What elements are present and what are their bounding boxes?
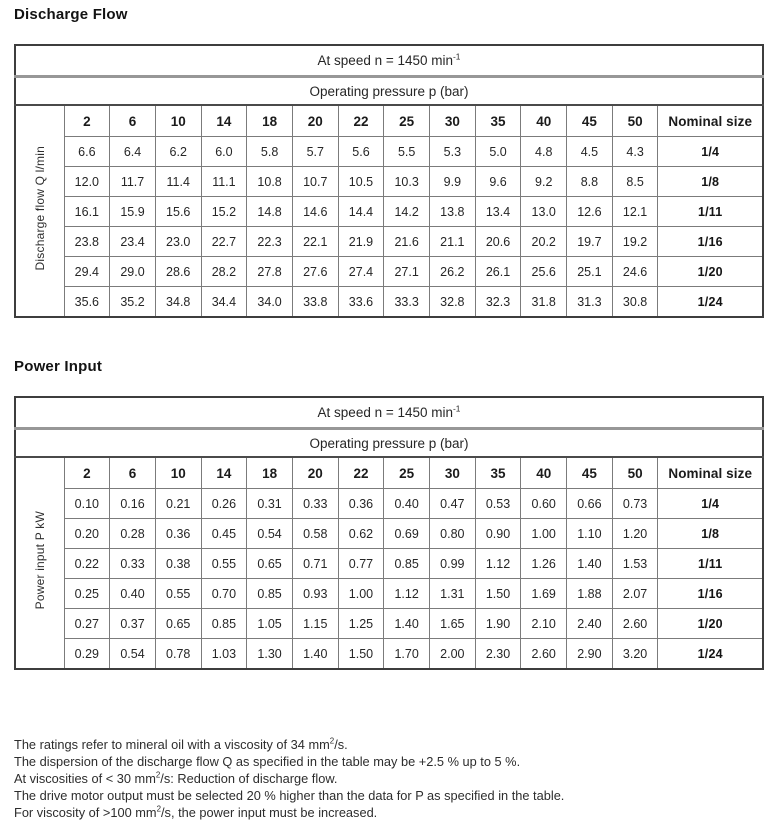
value-cell: 21.6 <box>384 227 430 257</box>
nominal-size-cell: 1/16 <box>658 227 763 257</box>
value-cell: 26.2 <box>430 257 476 287</box>
pressure-col-header: 30 <box>430 105 476 137</box>
pressure-col-header: 20 <box>292 105 338 137</box>
column-header-row <box>15 457 763 489</box>
value-cell: 1.53 <box>612 549 658 579</box>
value-cell: 2.00 <box>430 639 476 670</box>
speed-header-text: At speed n = 1450 min <box>317 405 454 420</box>
value-cell: 8.5 <box>612 167 658 197</box>
value-cell: 13.8 <box>430 197 476 227</box>
discharge-flow-table <box>14 44 764 318</box>
value-cell: 28.2 <box>201 257 247 287</box>
value-cell: 29.4 <box>64 257 110 287</box>
value-cell: 1.05 <box>247 609 293 639</box>
value-cell: 16.1 <box>64 197 110 227</box>
section-title-power-input: Power Input <box>14 358 103 375</box>
value-cell: 0.20 <box>64 519 110 549</box>
pressure-col-header: 50 <box>612 105 658 137</box>
value-cell: 5.8 <box>247 137 293 167</box>
value-cell: 1.40 <box>384 609 430 639</box>
value-cell: 14.6 <box>292 197 338 227</box>
value-cell: 1.50 <box>338 639 384 670</box>
speed-exponent: -1 <box>453 51 461 62</box>
value-cell: 35.2 <box>110 287 156 318</box>
value-cell: 1.25 <box>338 609 384 639</box>
table-row <box>15 197 763 227</box>
value-cell: 0.25 <box>64 579 110 609</box>
value-cell: 29.0 <box>110 257 156 287</box>
value-cell: 5.5 <box>384 137 430 167</box>
value-cell: 28.6 <box>155 257 201 287</box>
nominal-size-cell: 1/20 <box>658 609 763 639</box>
value-cell: 0.55 <box>201 549 247 579</box>
pressure-col-header: 14 <box>201 105 247 137</box>
speed-header-row <box>15 45 763 77</box>
superscript: 2 <box>156 804 161 814</box>
speed-header-text: At speed n = 1450 min <box>317 53 454 68</box>
footnote-line <box>14 753 776 770</box>
value-cell: 9.2 <box>521 167 567 197</box>
pressure-col-header: 14 <box>201 457 247 489</box>
value-cell: 12.1 <box>612 197 658 227</box>
value-cell: 14.2 <box>384 197 430 227</box>
value-cell: 32.8 <box>430 287 476 318</box>
value-cell: 0.40 <box>384 489 430 519</box>
value-cell: 12.6 <box>567 197 613 227</box>
value-cell: 0.45 <box>201 519 247 549</box>
value-cell: 0.54 <box>247 519 293 549</box>
pressure-col-header: 22 <box>338 105 384 137</box>
value-cell: 2.07 <box>612 579 658 609</box>
table-row <box>15 167 763 197</box>
pressure-col-header: 25 <box>384 105 430 137</box>
value-cell: 2.30 <box>475 639 521 670</box>
value-cell: 1.26 <box>521 549 567 579</box>
value-cell: 14.8 <box>247 197 293 227</box>
nominal-size-cell: 1/20 <box>658 257 763 287</box>
value-cell: 1.31 <box>430 579 476 609</box>
value-cell: 0.66 <box>567 489 613 519</box>
pressure-col-header: 18 <box>247 457 293 489</box>
nominal-size-cell: 1/4 <box>658 137 763 167</box>
footnote-text: The ratings refer to mineral oil with a viscosity of 34 mm <box>14 737 330 752</box>
value-cell: 0.85 <box>201 609 247 639</box>
pressure-col-header: 6 <box>110 457 156 489</box>
pressure-col-header: 2 <box>64 457 110 489</box>
value-cell: 0.10 <box>64 489 110 519</box>
speed-exponent: -1 <box>453 403 461 414</box>
value-cell: 23.8 <box>64 227 110 257</box>
pressure-col-header: 20 <box>292 457 338 489</box>
value-cell: 2.90 <box>567 639 613 670</box>
side-label: Discharge flow Q l/min <box>32 146 47 271</box>
value-cell: 0.78 <box>155 639 201 670</box>
value-cell: 33.3 <box>384 287 430 318</box>
value-cell: 6.2 <box>155 137 201 167</box>
value-cell: 8.8 <box>567 167 613 197</box>
value-cell: 27.8 <box>247 257 293 287</box>
superscript: 2 <box>329 736 335 746</box>
table-row <box>15 287 763 318</box>
value-cell: 21.9 <box>338 227 384 257</box>
value-cell: 0.58 <box>292 519 338 549</box>
pressure-col-header: 35 <box>475 457 521 489</box>
value-cell: 0.21 <box>155 489 201 519</box>
value-cell: 2.10 <box>521 609 567 639</box>
value-cell: 13.0 <box>521 197 567 227</box>
value-cell: 0.90 <box>475 519 521 549</box>
value-cell: 5.6 <box>338 137 384 167</box>
value-cell: 1.30 <box>247 639 293 670</box>
value-cell: 4.5 <box>567 137 613 167</box>
value-cell: 9.9 <box>430 167 476 197</box>
side-label-cell <box>15 105 64 317</box>
value-cell: 5.3 <box>430 137 476 167</box>
power-input-table <box>14 396 764 670</box>
value-cell: 1.00 <box>338 579 384 609</box>
value-cell: 0.80 <box>430 519 476 549</box>
speed-header-cell <box>15 45 763 77</box>
value-cell: 1.65 <box>430 609 476 639</box>
value-cell: 0.77 <box>338 549 384 579</box>
nominal-size-header: Nominal size <box>658 457 763 489</box>
nominal-size-cell: 1/24 <box>658 639 763 670</box>
value-cell: 23.0 <box>155 227 201 257</box>
value-cell: 11.1 <box>201 167 247 197</box>
value-cell: 1.00 <box>521 519 567 549</box>
footnote-text: /s: Reduction of discharge flow. <box>160 771 338 786</box>
value-cell: 1.12 <box>384 579 430 609</box>
footnote-line <box>14 787 776 804</box>
value-cell: 10.7 <box>292 167 338 197</box>
nominal-size-cell: 1/8 <box>658 167 763 197</box>
footnote-text: /s. <box>334 737 348 752</box>
value-cell: 25.1 <box>567 257 613 287</box>
value-cell: 19.7 <box>567 227 613 257</box>
speed-header-cell <box>15 397 763 429</box>
value-cell: 22.1 <box>292 227 338 257</box>
value-cell: 20.6 <box>475 227 521 257</box>
pressure-col-header: 45 <box>567 457 613 489</box>
value-cell: 0.27 <box>64 609 110 639</box>
pressure-col-header: 35 <box>475 105 521 137</box>
value-cell: 2.60 <box>521 639 567 670</box>
value-cell: 27.1 <box>384 257 430 287</box>
footnote-line <box>14 736 776 753</box>
value-cell: 0.69 <box>384 519 430 549</box>
pressure-col-header: 45 <box>567 105 613 137</box>
value-cell: 0.99 <box>430 549 476 579</box>
value-cell: 0.55 <box>155 579 201 609</box>
pressure-col-header: 22 <box>338 457 384 489</box>
value-cell: 22.3 <box>247 227 293 257</box>
value-cell: 24.6 <box>612 257 658 287</box>
pressure-col-header: 18 <box>247 105 293 137</box>
pressure-col-header: 6 <box>110 105 156 137</box>
value-cell: 0.31 <box>247 489 293 519</box>
value-cell: 0.53 <box>475 489 521 519</box>
value-cell: 0.60 <box>521 489 567 519</box>
column-header-row <box>15 105 763 137</box>
pressure-col-header: 2 <box>64 105 110 137</box>
pressure-col-header: 50 <box>612 457 658 489</box>
value-cell: 0.38 <box>155 549 201 579</box>
value-cell: 0.36 <box>155 519 201 549</box>
table-row <box>15 489 763 519</box>
power-input-section <box>14 359 762 670</box>
value-cell: 6.0 <box>201 137 247 167</box>
value-cell: 11.4 <box>155 167 201 197</box>
value-cell: 1.40 <box>567 549 613 579</box>
value-cell: 12.0 <box>64 167 110 197</box>
value-cell: 1.50 <box>475 579 521 609</box>
value-cell: 0.33 <box>292 489 338 519</box>
value-cell: 0.26 <box>201 489 247 519</box>
value-cell: 2.40 <box>567 609 613 639</box>
nominal-size-cell: 1/24 <box>658 287 763 318</box>
value-cell: 14.4 <box>338 197 384 227</box>
value-cell: 33.6 <box>338 287 384 318</box>
value-cell: 1.69 <box>521 579 567 609</box>
value-cell: 1.88 <box>567 579 613 609</box>
value-cell: 0.85 <box>247 579 293 609</box>
superscript: 2 <box>155 770 161 780</box>
pressure-col-header: 10 <box>155 457 201 489</box>
pressure-header-cell: Operating pressure p (bar) <box>15 429 763 458</box>
value-cell: 6.4 <box>110 137 156 167</box>
value-cell: 32.3 <box>475 287 521 318</box>
pressure-col-header: 25 <box>384 457 430 489</box>
value-cell: 1.40 <box>292 639 338 670</box>
table-row <box>15 579 763 609</box>
pressure-col-header: 10 <box>155 105 201 137</box>
value-cell: 1.03 <box>201 639 247 670</box>
value-cell: 0.37 <box>110 609 156 639</box>
value-cell: 20.2 <box>521 227 567 257</box>
discharge-flow-section <box>14 7 762 318</box>
value-cell: 0.22 <box>64 549 110 579</box>
footnote-text: The dispersion of the discharge flow Q as specified in the table may be +2.5 % up to 5 %. <box>14 754 521 769</box>
footnote-text: At viscosities of < 30 mm <box>14 771 156 786</box>
footnote-text: For viscosity of >100 mm <box>14 805 157 820</box>
value-cell: 10.8 <box>247 167 293 197</box>
table-row <box>15 609 763 639</box>
value-cell: 34.0 <box>247 287 293 318</box>
footnote-line <box>14 804 776 821</box>
side-label: Power input P kW <box>32 511 47 610</box>
value-cell: 2.60 <box>612 609 658 639</box>
value-cell: 30.8 <box>612 287 658 318</box>
pressure-header-row <box>15 429 763 458</box>
value-cell: 1.15 <box>292 609 338 639</box>
value-cell: 1.90 <box>475 609 521 639</box>
value-cell: 0.93 <box>292 579 338 609</box>
value-cell: 25.6 <box>521 257 567 287</box>
nominal-size-cell: 1/11 <box>658 549 763 579</box>
value-cell: 0.54 <box>110 639 156 670</box>
table-row <box>15 639 763 670</box>
footnote-text: /s, the power input must be increased. <box>161 805 378 820</box>
value-cell: 31.3 <box>567 287 613 318</box>
pressure-header-cell: Operating pressure p (bar) <box>15 77 763 106</box>
value-cell: 27.6 <box>292 257 338 287</box>
table-row <box>15 257 763 287</box>
nominal-size-cell: 1/16 <box>658 579 763 609</box>
value-cell: 0.65 <box>247 549 293 579</box>
table-row <box>15 137 763 167</box>
pressure-col-header: 40 <box>521 105 567 137</box>
speed-header-row <box>15 397 763 429</box>
nominal-size-cell: 1/11 <box>658 197 763 227</box>
value-cell: 5.0 <box>475 137 521 167</box>
value-cell: 0.47 <box>430 489 476 519</box>
value-cell: 0.28 <box>110 519 156 549</box>
value-cell: 0.29 <box>64 639 110 670</box>
value-cell: 0.65 <box>155 609 201 639</box>
value-cell: 0.71 <box>292 549 338 579</box>
value-cell: 3.20 <box>612 639 658 670</box>
value-cell: 0.16 <box>110 489 156 519</box>
value-cell: 10.5 <box>338 167 384 197</box>
value-cell: 0.73 <box>612 489 658 519</box>
value-cell: 1.12 <box>475 549 521 579</box>
value-cell: 4.3 <box>612 137 658 167</box>
value-cell: 5.7 <box>292 137 338 167</box>
value-cell: 0.62 <box>338 519 384 549</box>
value-cell: 35.6 <box>64 287 110 318</box>
value-cell: 0.70 <box>201 579 247 609</box>
table-row <box>15 227 763 257</box>
nominal-size-header: Nominal size <box>658 105 763 137</box>
value-cell: 15.9 <box>110 197 156 227</box>
value-cell: 11.7 <box>110 167 156 197</box>
value-cell: 15.6 <box>155 197 201 227</box>
value-cell: 1.70 <box>384 639 430 670</box>
value-cell: 34.8 <box>155 287 201 318</box>
value-cell: 15.2 <box>201 197 247 227</box>
value-cell: 1.20 <box>612 519 658 549</box>
side-label-cell <box>15 457 64 669</box>
footnote-text: The drive motor output must be selected 20 % higher than the data for P as specified in the table. <box>14 788 565 803</box>
value-cell: 33.8 <box>292 287 338 318</box>
value-cell: 0.40 <box>110 579 156 609</box>
value-cell: 9.6 <box>475 167 521 197</box>
value-cell: 4.8 <box>521 137 567 167</box>
nominal-size-cell: 1/8 <box>658 519 763 549</box>
value-cell: 27.4 <box>338 257 384 287</box>
nominal-size-cell: 1/4 <box>658 489 763 519</box>
table-row <box>15 519 763 549</box>
value-cell: 0.33 <box>110 549 156 579</box>
value-cell: 6.6 <box>64 137 110 167</box>
value-cell: 1.10 <box>567 519 613 549</box>
value-cell: 0.85 <box>384 549 430 579</box>
value-cell: 26.1 <box>475 257 521 287</box>
value-cell: 10.3 <box>384 167 430 197</box>
pressure-col-header: 30 <box>430 457 476 489</box>
value-cell: 0.36 <box>338 489 384 519</box>
value-cell: 22.7 <box>201 227 247 257</box>
value-cell: 23.4 <box>110 227 156 257</box>
value-cell: 13.4 <box>475 197 521 227</box>
value-cell: 21.1 <box>430 227 476 257</box>
table-row <box>15 549 763 579</box>
section-title-discharge-flow: Discharge Flow <box>14 6 128 23</box>
value-cell: 19.2 <box>612 227 658 257</box>
pressure-header-row <box>15 77 763 106</box>
value-cell: 34.4 <box>201 287 247 318</box>
footnote-line <box>14 770 776 787</box>
value-cell: 31.8 <box>521 287 567 318</box>
pressure-col-header: 40 <box>521 457 567 489</box>
footnotes <box>14 736 776 821</box>
